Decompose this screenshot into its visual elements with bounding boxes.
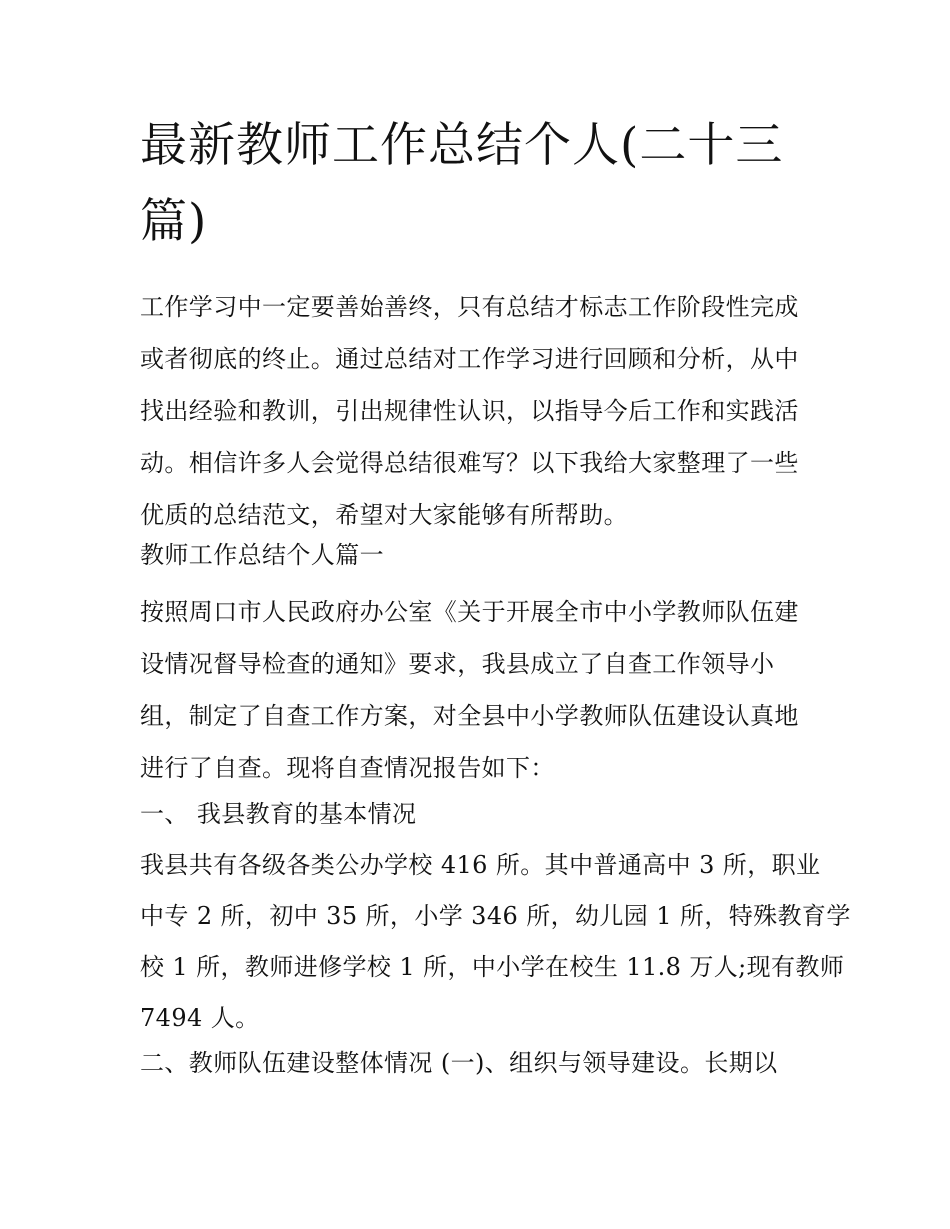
title-line: 最新教师工作总结个人(二十三: [140, 118, 784, 173]
text-line: 组，制定了自查工作方案，对全县中小学教师队伍建设认真地: [140, 702, 799, 730]
text-line: 优质的总结范文，希望对大家能够有所帮助。: [140, 501, 628, 529]
text-line: 进行了自查。现将自查情况报告如下：: [140, 754, 555, 782]
text-line: 7494 人。: [140, 1004, 260, 1032]
subheading-basic-situation: 一、 我县教育的基本情况: [140, 800, 417, 828]
text-line: 找出经验和教训，引出规律性认识，以指导今后工作和实践活: [140, 397, 799, 425]
text-line: 中专 2 所，初中 35 所，小学 346 所，幼儿园 1 所，特殊教育学: [140, 902, 851, 930]
text-line: 或者彻底的终止。通过总结对工作学习进行回顾和分析，从中: [140, 345, 799, 373]
text-line: 我县共有各级各类公办学校 416 所。其中普通高中 3 所，职业: [140, 851, 821, 879]
text-line: 按照周口市人民政府办公室《关于开展全市中小学教师队伍建: [140, 598, 799, 626]
intro-paragraph: [140, 281, 818, 541]
text-line: 工作学习中一定要善始善终，只有总结才标志工作阶段性完成: [140, 293, 799, 321]
text-line: 校 1 所，教师进修学校 1 所，中小学在校生 11.8 万人;现有教师: [140, 953, 845, 981]
document-title: [140, 108, 820, 260]
text-line: 动。相信许多人会觉得总结很难写？以下我给大家整理了一些: [140, 449, 799, 477]
basic-situation-paragraph: [140, 840, 851, 1044]
title-line: 篇): [140, 194, 208, 249]
section-heading: 教师工作总结个人篇一: [140, 541, 384, 569]
team-building-paragraph: 二、教师队伍建设整体情况 (一)、组织与领导建设。长期以: [140, 1049, 778, 1077]
section-paragraph: [140, 586, 818, 794]
text-line: 设情况督导检查的通知》要求，我县成立了自查工作领导小: [140, 650, 775, 678]
